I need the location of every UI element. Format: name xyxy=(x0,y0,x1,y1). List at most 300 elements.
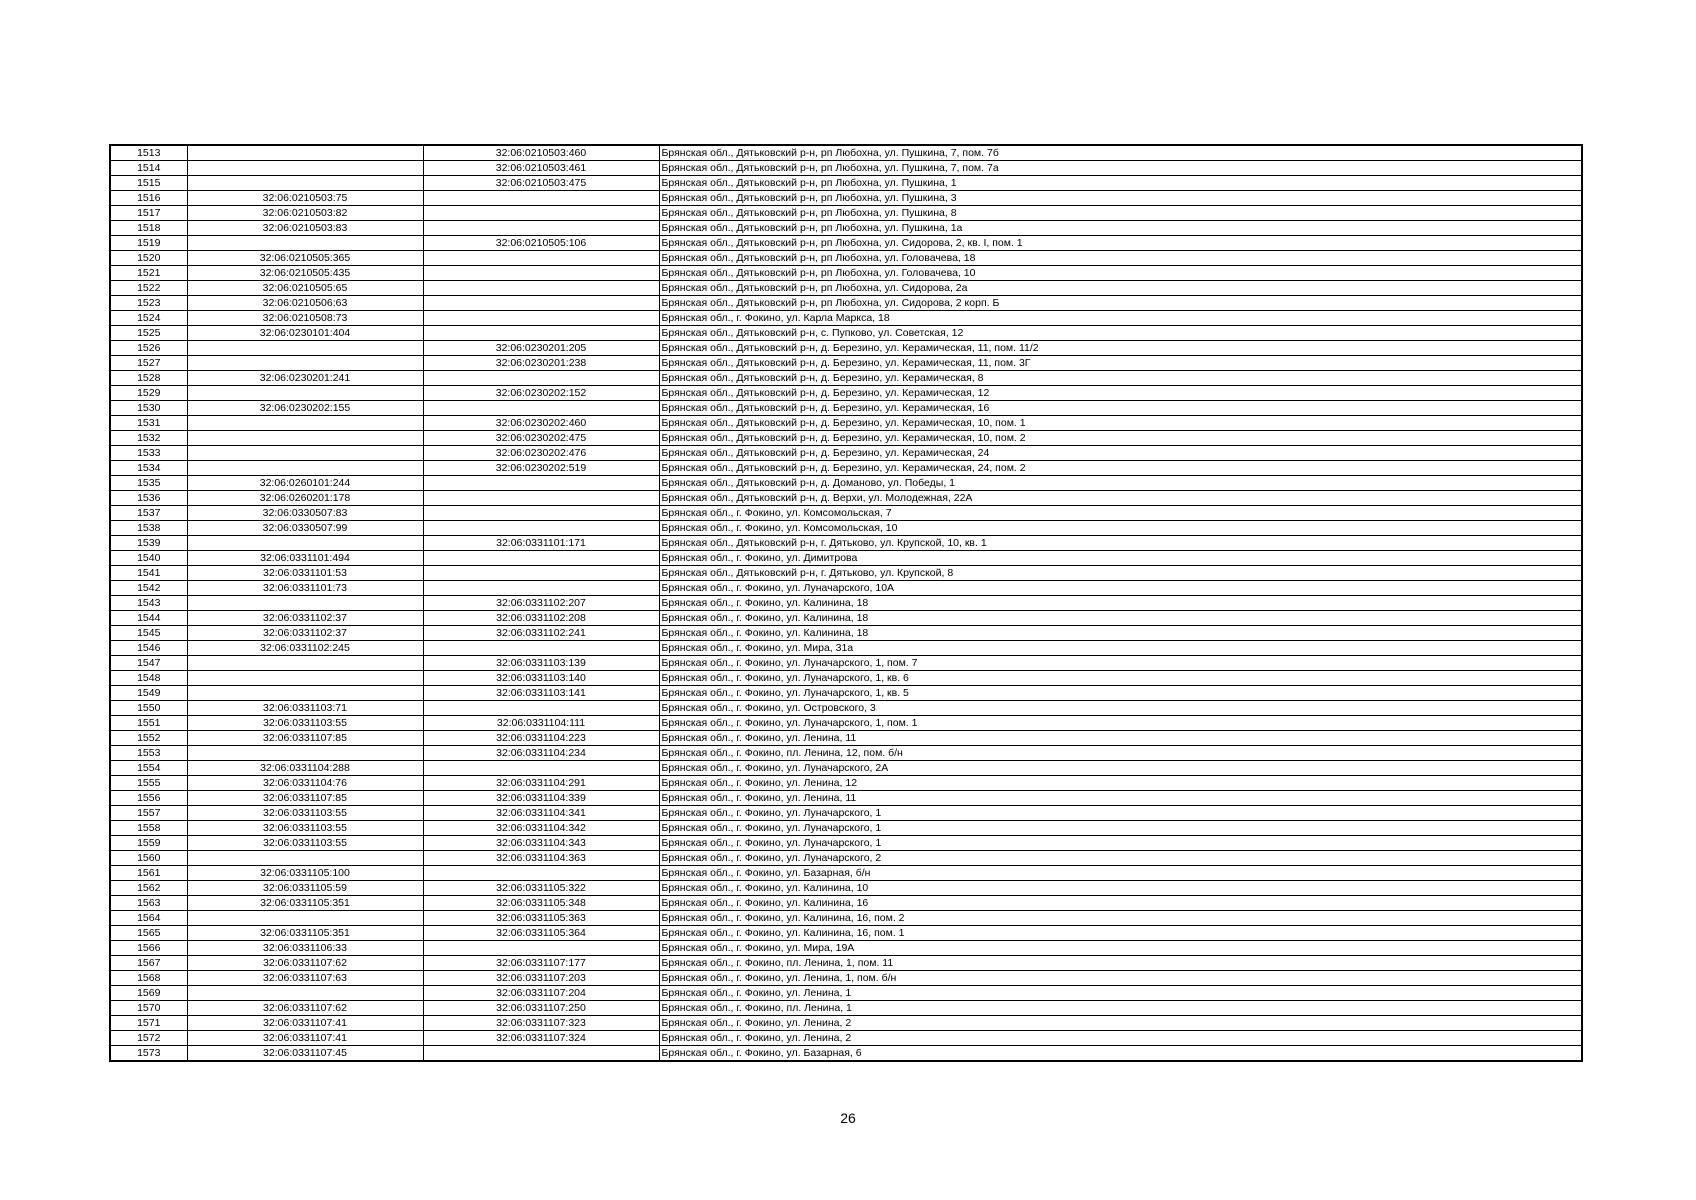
premises-cadastral-number-cell xyxy=(423,221,659,236)
building-cadastral-number-cell: 32:06:0331103:55 xyxy=(187,836,423,851)
row-number-cell: 1547 xyxy=(110,656,187,671)
building-cadastral-number-cell: 32:06:0210503:82 xyxy=(187,206,423,221)
address-cell: Брянская обл., г. Фокино, пл. Ленина, 12, пом. б/н xyxy=(659,746,1582,761)
row-number-cell: 1564 xyxy=(110,911,187,926)
building-cadastral-number-cell: 32:06:0230101:404 xyxy=(187,326,423,341)
address-cell: Брянская обл., Дятьковский р-н, д. Березино, ул. Керамическая, 12 xyxy=(659,386,1582,401)
address-cell: Брянская обл., г. Фокино, ул. Ленина, 1 xyxy=(659,986,1582,1001)
premises-cadastral-number-cell: 32:06:0210505:106 xyxy=(423,236,659,251)
table-row xyxy=(110,416,1582,431)
building-cadastral-number-cell xyxy=(187,446,423,461)
row-number-cell: 1522 xyxy=(110,281,187,296)
row-number-cell: 1572 xyxy=(110,1031,187,1046)
building-cadastral-number-cell: 32:06:0331107:41 xyxy=(187,1016,423,1031)
building-cadastral-number-cell xyxy=(187,341,423,356)
premises-cadastral-number-cell: 32:06:0230202:475 xyxy=(423,431,659,446)
address-cell: Брянская обл., г. Фокино, ул. Ленина, 12 xyxy=(659,776,1582,791)
table-row xyxy=(110,821,1582,836)
premises-cadastral-number-cell: 32:06:0230202:476 xyxy=(423,446,659,461)
row-number-cell: 1528 xyxy=(110,371,187,386)
table-row xyxy=(110,401,1582,416)
table-row xyxy=(110,371,1582,386)
row-number-cell: 1570 xyxy=(110,1001,187,1016)
building-cadastral-number-cell xyxy=(187,161,423,176)
premises-cadastral-number-cell: 32:06:0331104:343 xyxy=(423,836,659,851)
building-cadastral-number-cell: 32:06:0331103:55 xyxy=(187,806,423,821)
building-cadastral-number-cell: 32:06:0330507:99 xyxy=(187,521,423,536)
row-number-cell: 1553 xyxy=(110,746,187,761)
building-cadastral-number-cell: 32:06:0260101:244 xyxy=(187,476,423,491)
row-number-cell: 1567 xyxy=(110,956,187,971)
address-cell: Брянская обл., г. Фокино, ул. Мира, 31а xyxy=(659,641,1582,656)
premises-cadastral-number-cell xyxy=(423,506,659,521)
building-cadastral-number-cell xyxy=(187,746,423,761)
address-cell: Брянская обл., г. Фокино, ул. Луначарского, 1 xyxy=(659,821,1582,836)
table-row xyxy=(110,911,1582,926)
address-cell: Брянская обл., Дятьковский р-н, рп Любохна, ул. Пушкина, 8 xyxy=(659,206,1582,221)
building-cadastral-number-cell xyxy=(187,596,423,611)
row-number-cell: 1555 xyxy=(110,776,187,791)
premises-cadastral-number-cell: 32:06:0331104:342 xyxy=(423,821,659,836)
address-cell: Брянская обл., г. Фокино, ул. Луначарского, 2 xyxy=(659,851,1582,866)
premises-cadastral-number-cell: 32:06:0210503:475 xyxy=(423,176,659,191)
building-cadastral-number-cell: 32:06:0210508:73 xyxy=(187,311,423,326)
row-number-cell: 1543 xyxy=(110,596,187,611)
table-row xyxy=(110,836,1582,851)
premises-cadastral-number-cell xyxy=(423,701,659,716)
address-cell: Брянская обл., г. Фокино, ул. Ленина, 11 xyxy=(659,791,1582,806)
address-cell: Брянская обл., г. Фокино, ул. Димитрова xyxy=(659,551,1582,566)
table-row xyxy=(110,671,1582,686)
row-number-cell: 1524 xyxy=(110,311,187,326)
premises-cadastral-number-cell: 32:06:0331104:291 xyxy=(423,776,659,791)
premises-cadastral-number-cell xyxy=(423,491,659,506)
table-row xyxy=(110,731,1582,746)
row-number-cell: 1558 xyxy=(110,821,187,836)
address-cell: Брянская обл., Дятьковский р-н, д. Доманово, ул. Победы, 1 xyxy=(659,476,1582,491)
building-cadastral-number-cell xyxy=(187,656,423,671)
premises-cadastral-number-cell xyxy=(423,281,659,296)
address-cell: Брянская обл., г. Фокино, ул. Карла Маркса, 18 xyxy=(659,311,1582,326)
row-number-cell: 1549 xyxy=(110,686,187,701)
address-cell: Брянская обл., Дятьковский р-н, рп Любохна, ул. Сидорова, 2, кв. I, пом. 1 xyxy=(659,236,1582,251)
row-number-cell: 1542 xyxy=(110,581,187,596)
table-row xyxy=(110,1031,1582,1046)
row-number-cell: 1544 xyxy=(110,611,187,626)
premises-cadastral-number-cell: 32:06:0331104:363 xyxy=(423,851,659,866)
premises-cadastral-number-cell: 32:06:0331104:234 xyxy=(423,746,659,761)
table-row xyxy=(110,896,1582,911)
table-row xyxy=(110,326,1582,341)
table-row xyxy=(110,806,1582,821)
address-cell: Брянская обл., г. Фокино, ул. Ленина, 2 xyxy=(659,1016,1582,1031)
building-cadastral-number-cell xyxy=(187,431,423,446)
table-row xyxy=(110,941,1582,956)
table-row xyxy=(110,971,1582,986)
row-number-cell: 1527 xyxy=(110,356,187,371)
premises-cadastral-number-cell xyxy=(423,296,659,311)
address-cell: Брянская обл., г. Фокино, ул. Калинина, 16, пом. 2 xyxy=(659,911,1582,926)
premises-cadastral-number-cell xyxy=(423,521,659,536)
building-cadastral-number-cell: 32:06:0210503:75 xyxy=(187,191,423,206)
table-row xyxy=(110,161,1582,176)
row-number-cell: 1566 xyxy=(110,941,187,956)
page-number: 26 xyxy=(840,1110,856,1126)
address-cell: Брянская обл., г. Фокино, ул. Ленина, 1, пом. б/н xyxy=(659,971,1582,986)
table-row xyxy=(110,866,1582,881)
row-number-cell: 1565 xyxy=(110,926,187,941)
address-cell: Брянская обл., г. Фокино, ул. Луначарского, 1 xyxy=(659,806,1582,821)
row-number-cell: 1526 xyxy=(110,341,187,356)
premises-cadastral-number-cell xyxy=(423,476,659,491)
building-cadastral-number-cell: 32:06:0331107:62 xyxy=(187,956,423,971)
table-row xyxy=(110,281,1582,296)
row-number-cell: 1568 xyxy=(110,971,187,986)
address-cell: Брянская обл., г. Фокино, ул. Калинина, 18 xyxy=(659,611,1582,626)
premises-cadastral-number-cell: 32:06:0210503:461 xyxy=(423,161,659,176)
building-cadastral-number-cell: 32:06:0330507:83 xyxy=(187,506,423,521)
address-cell: Брянская обл., г. Фокино, ул. Луначарского, 1, кв. 5 xyxy=(659,686,1582,701)
row-number-cell: 1533 xyxy=(110,446,187,461)
address-cell: Брянская обл., г. Фокино, ул. Калинина, 16 xyxy=(659,896,1582,911)
building-cadastral-number-cell: 32:06:0331107:62 xyxy=(187,1001,423,1016)
address-cell: Брянская обл., Дятьковский р-н, г. Дятьково, ул. Крупской, 8 xyxy=(659,566,1582,581)
premises-cadastral-number-cell: 32:06:0230202:519 xyxy=(423,461,659,476)
row-number-cell: 1573 xyxy=(110,1046,187,1062)
row-number-cell: 1539 xyxy=(110,536,187,551)
table-row xyxy=(110,386,1582,401)
row-number-cell: 1516 xyxy=(110,191,187,206)
address-cell: Брянская обл., г. Фокино, ул. Луначарского, 1, пом. 7 xyxy=(659,656,1582,671)
address-cell: Брянская обл., Дятьковский р-н, рп Любохна, ул. Сидорова, 2а xyxy=(659,281,1582,296)
table-row xyxy=(110,176,1582,191)
address-cell: Брянская обл., Дятьковский р-н, д. Березино, ул. Керамическая, 10, пом. 1 xyxy=(659,416,1582,431)
premises-cadastral-number-cell: 32:06:0331107:177 xyxy=(423,956,659,971)
building-cadastral-number-cell xyxy=(187,461,423,476)
address-cell: Брянская обл., г. Фокино, ул. Островского, 3 xyxy=(659,701,1582,716)
address-cell: Брянская обл., г. Фокино, ул. Луначарского, 2А xyxy=(659,761,1582,776)
address-cell: Брянская обл., г. Фокино, ул. Калинина, 16, пом. 1 xyxy=(659,926,1582,941)
table-row xyxy=(110,251,1582,266)
building-cadastral-number-cell: 32:06:0331107:85 xyxy=(187,791,423,806)
address-cell: Брянская обл., Дятьковский р-н, рп Любохна, ул. Головачева, 18 xyxy=(659,251,1582,266)
building-cadastral-number-cell: 32:06:0210505:435 xyxy=(187,266,423,281)
premises-cadastral-number-cell: 32:06:0210503:460 xyxy=(423,145,659,161)
row-number-cell: 1538 xyxy=(110,521,187,536)
table-row xyxy=(110,491,1582,506)
building-cadastral-number-cell: 32:06:0331102:245 xyxy=(187,641,423,656)
premises-cadastral-number-cell: 32:06:0230201:238 xyxy=(423,356,659,371)
address-cell: Брянская обл., Дятьковский р-н, д. Верхи, ул. Молодежная, 22А xyxy=(659,491,1582,506)
premises-cadastral-number-cell: 32:06:0331102:241 xyxy=(423,626,659,641)
row-number-cell: 1541 xyxy=(110,566,187,581)
building-cadastral-number-cell: 32:06:0331103:71 xyxy=(187,701,423,716)
premises-cadastral-number-cell xyxy=(423,566,659,581)
address-cell: Брянская обл., Дятьковский р-н, с. Пупково, ул. Советская, 12 xyxy=(659,326,1582,341)
building-cadastral-number-cell: 32:06:0331105:100 xyxy=(187,866,423,881)
address-cell: Брянская обл., Дятьковский р-н, д. Березино, ул. Керамическая, 24, пом. 2 xyxy=(659,461,1582,476)
table-row xyxy=(110,581,1582,596)
address-cell: Брянская обл., Дятьковский р-н, д. Березино, ул. Керамическая, 11, пом. 11/2 xyxy=(659,341,1582,356)
table-row xyxy=(110,566,1582,581)
building-cadastral-number-cell xyxy=(187,851,423,866)
premises-cadastral-number-cell: 32:06:0331103:139 xyxy=(423,656,659,671)
premises-cadastral-number-cell: 32:06:0230201:205 xyxy=(423,341,659,356)
building-cadastral-number-cell: 32:06:0331101:73 xyxy=(187,581,423,596)
address-cell: Брянская обл., Дятьковский р-н, рп Любохна, ул. Сидорова, 2 корп. Б xyxy=(659,296,1582,311)
row-number-cell: 1518 xyxy=(110,221,187,236)
table-row xyxy=(110,266,1582,281)
row-number-cell: 1548 xyxy=(110,671,187,686)
row-number-cell: 1537 xyxy=(110,506,187,521)
row-number-cell: 1571 xyxy=(110,1016,187,1031)
building-cadastral-number-cell: 32:06:0331107:85 xyxy=(187,731,423,746)
address-cell: Брянская обл., Дятьковский р-н, д. Березино, ул. Керамическая, 16 xyxy=(659,401,1582,416)
premises-cadastral-number-cell: 32:06:0331107:250 xyxy=(423,1001,659,1016)
registry-table-body xyxy=(110,145,1582,1061)
building-cadastral-number-cell: 32:06:0331102:37 xyxy=(187,626,423,641)
row-number-cell: 1531 xyxy=(110,416,187,431)
building-cadastral-number-cell xyxy=(187,356,423,371)
premises-cadastral-number-cell: 32:06:0331103:140 xyxy=(423,671,659,686)
address-cell: Брянская обл., г. Фокино, пл. Ленина, 1, пом. 11 xyxy=(659,956,1582,971)
address-cell: Брянская обл., г. Фокино, ул. Луначарского, 1, кв. 6 xyxy=(659,671,1582,686)
premises-cadastral-number-cell xyxy=(423,761,659,776)
premises-cadastral-number-cell: 32:06:0331105:348 xyxy=(423,896,659,911)
premises-cadastral-number-cell xyxy=(423,371,659,386)
address-cell: Брянская обл., г. Фокино, ул. Базарная, 6 xyxy=(659,1046,1582,1062)
premises-cadastral-number-cell: 32:06:0331104:341 xyxy=(423,806,659,821)
address-cell: Брянская обл., Дятьковский р-н, г. Дятьково, ул. Крупской, 10, кв. 1 xyxy=(659,536,1582,551)
premises-cadastral-number-cell xyxy=(423,581,659,596)
address-cell: Брянская обл., г. Фокино, пл. Ленина, 1 xyxy=(659,1001,1582,1016)
table-row xyxy=(110,206,1582,221)
row-number-cell: 1569 xyxy=(110,986,187,1001)
premises-cadastral-number-cell: 32:06:0331102:207 xyxy=(423,596,659,611)
row-number-cell: 1521 xyxy=(110,266,187,281)
table-row xyxy=(110,686,1582,701)
premises-cadastral-number-cell: 32:06:0331101:171 xyxy=(423,536,659,551)
building-cadastral-number-cell: 32:06:0331101:494 xyxy=(187,551,423,566)
table-row xyxy=(110,431,1582,446)
address-cell: Брянская обл., Дятьковский р-н, рп Любохна, ул. Пушкина, 1а xyxy=(659,221,1582,236)
row-number-cell: 1540 xyxy=(110,551,187,566)
premises-cadastral-number-cell: 32:06:0331107:203 xyxy=(423,971,659,986)
building-cadastral-number-cell: 32:06:0210503:83 xyxy=(187,221,423,236)
table-row xyxy=(110,536,1582,551)
row-number-cell: 1532 xyxy=(110,431,187,446)
address-cell: Брянская обл., Дятьковский р-н, рп Любохна, ул. Пушкина, 3 xyxy=(659,191,1582,206)
row-number-cell: 1551 xyxy=(110,716,187,731)
building-cadastral-number-cell: 32:06:0210506:63 xyxy=(187,296,423,311)
building-cadastral-number-cell xyxy=(187,386,423,401)
row-number-cell: 1557 xyxy=(110,806,187,821)
table-row xyxy=(110,701,1582,716)
row-number-cell: 1563 xyxy=(110,896,187,911)
building-cadastral-number-cell xyxy=(187,671,423,686)
table-row xyxy=(110,851,1582,866)
row-number-cell: 1545 xyxy=(110,626,187,641)
row-number-cell: 1546 xyxy=(110,641,187,656)
premises-cadastral-number-cell: 32:06:0331107:324 xyxy=(423,1031,659,1046)
row-number-cell: 1561 xyxy=(110,866,187,881)
row-number-cell: 1525 xyxy=(110,326,187,341)
premises-cadastral-number-cell xyxy=(423,641,659,656)
premises-cadastral-number-cell xyxy=(423,266,659,281)
address-cell: Брянская обл., Дятьковский р-н, рп Любохна, ул. Головачева, 10 xyxy=(659,266,1582,281)
building-cadastral-number-cell xyxy=(187,911,423,926)
premises-cadastral-number-cell: 32:06:0331102:208 xyxy=(423,611,659,626)
building-cadastral-number-cell: 32:06:0230202:155 xyxy=(187,401,423,416)
building-cadastral-number-cell: 32:06:0331105:59 xyxy=(187,881,423,896)
table-row xyxy=(110,446,1582,461)
address-cell: Брянская обл., Дятьковский р-н, рп Любохна, ул. Пушкина, 7, пом. 7а xyxy=(659,161,1582,176)
table-row xyxy=(110,296,1582,311)
building-cadastral-number-cell: 32:06:0331104:76 xyxy=(187,776,423,791)
building-cadastral-number-cell: 32:06:0331105:351 xyxy=(187,926,423,941)
premises-cadastral-number-cell: 32:06:0331104:111 xyxy=(423,716,659,731)
address-cell: Брянская обл., г. Фокино, ул. Луначарского, 10А xyxy=(659,581,1582,596)
table-row xyxy=(110,356,1582,371)
row-number-cell: 1523 xyxy=(110,296,187,311)
premises-cadastral-number-cell xyxy=(423,401,659,416)
table-row xyxy=(110,716,1582,731)
row-number-cell: 1534 xyxy=(110,461,187,476)
premises-cadastral-number-cell: 32:06:0331105:364 xyxy=(423,926,659,941)
row-number-cell: 1535 xyxy=(110,476,187,491)
table-row xyxy=(110,761,1582,776)
table-row xyxy=(110,776,1582,791)
address-cell: Брянская обл., Дятьковский р-н, д. Березино, ул. Керамическая, 10, пом. 2 xyxy=(659,431,1582,446)
address-cell: Брянская обл., г. Фокино, ул. Комсомольская, 7 xyxy=(659,506,1582,521)
premises-cadastral-number-cell xyxy=(423,941,659,956)
row-number-cell: 1559 xyxy=(110,836,187,851)
registry-table xyxy=(109,144,1583,1062)
row-number-cell: 1556 xyxy=(110,791,187,806)
table-row xyxy=(110,521,1582,536)
building-cadastral-number-cell: 32:06:0210505:65 xyxy=(187,281,423,296)
address-cell: Брянская обл., Дятьковский р-н, рп Любохна, ул. Пушкина, 7, пом. 7б xyxy=(659,145,1582,161)
row-number-cell: 1517 xyxy=(110,206,187,221)
building-cadastral-number-cell: 32:06:0331107:41 xyxy=(187,1031,423,1046)
row-number-cell: 1552 xyxy=(110,731,187,746)
table-row xyxy=(110,1001,1582,1016)
building-cadastral-number-cell: 32:06:0331106:33 xyxy=(187,941,423,956)
premises-cadastral-number-cell: 32:06:0331103:141 xyxy=(423,686,659,701)
table-row xyxy=(110,476,1582,491)
row-number-cell: 1550 xyxy=(110,701,187,716)
table-row xyxy=(110,641,1582,656)
table-row xyxy=(110,221,1582,236)
building-cadastral-number-cell xyxy=(187,145,423,161)
table-row xyxy=(110,1046,1582,1062)
building-cadastral-number-cell xyxy=(187,686,423,701)
building-cadastral-number-cell: 32:06:0331101:53 xyxy=(187,566,423,581)
address-cell: Брянская обл., г. Фокино, ул. Ленина, 2 xyxy=(659,1031,1582,1046)
row-number-cell: 1515 xyxy=(110,176,187,191)
address-cell: Брянская обл., г. Фокино, ул. Калинина, 10 xyxy=(659,881,1582,896)
address-cell: Брянская обл., г. Фокино, ул. Луначарского, 1, пом. 1 xyxy=(659,716,1582,731)
table-row xyxy=(110,341,1582,356)
address-cell: Брянская обл., г. Фокино, ул. Калинина, 18 xyxy=(659,596,1582,611)
premises-cadastral-number-cell: 32:06:0230202:460 xyxy=(423,416,659,431)
address-cell: Брянская обл., г. Фокино, ул. Базарная, б/н xyxy=(659,866,1582,881)
premises-cadastral-number-cell xyxy=(423,551,659,566)
row-number-cell: 1520 xyxy=(110,251,187,266)
table-row xyxy=(110,626,1582,641)
table-row xyxy=(110,986,1582,1001)
table-row xyxy=(110,311,1582,326)
row-number-cell: 1529 xyxy=(110,386,187,401)
table-row xyxy=(110,145,1582,161)
building-cadastral-number-cell xyxy=(187,176,423,191)
table-row xyxy=(110,611,1582,626)
premises-cadastral-number-cell: 32:06:0230202:152 xyxy=(423,386,659,401)
table-row xyxy=(110,461,1582,476)
premises-cadastral-number-cell xyxy=(423,1046,659,1062)
table-row xyxy=(110,506,1582,521)
table-row xyxy=(110,1016,1582,1031)
table-row xyxy=(110,881,1582,896)
row-number-cell: 1560 xyxy=(110,851,187,866)
address-cell: Брянская обл., Дятьковский р-н, рп Любохна, ул. Пушкина, 1 xyxy=(659,176,1582,191)
row-number-cell: 1562 xyxy=(110,881,187,896)
premises-cadastral-number-cell: 32:06:0331104:223 xyxy=(423,731,659,746)
row-number-cell: 1519 xyxy=(110,236,187,251)
row-number-cell: 1530 xyxy=(110,401,187,416)
building-cadastral-number-cell: 32:06:0210505:365 xyxy=(187,251,423,266)
building-cadastral-number-cell: 32:06:0331103:55 xyxy=(187,716,423,731)
table-row xyxy=(110,236,1582,251)
premises-cadastral-number-cell xyxy=(423,311,659,326)
building-cadastral-number-cell: 32:06:0331103:55 xyxy=(187,821,423,836)
building-cadastral-number-cell: 32:06:0331105:351 xyxy=(187,896,423,911)
table-row xyxy=(110,926,1582,941)
building-cadastral-number-cell: 32:06:0331107:45 xyxy=(187,1046,423,1062)
premises-cadastral-number-cell: 32:06:0331107:323 xyxy=(423,1016,659,1031)
address-cell: Брянская обл., Дятьковский р-н, д. Березино, ул. Керамическая, 11, пом. 3Г xyxy=(659,356,1582,371)
building-cadastral-number-cell: 32:06:0331107:63 xyxy=(187,971,423,986)
building-cadastral-number-cell xyxy=(187,536,423,551)
row-number-cell: 1554 xyxy=(110,761,187,776)
premises-cadastral-number-cell: 32:06:0331107:204 xyxy=(423,986,659,1001)
table-row xyxy=(110,791,1582,806)
building-cadastral-number-cell xyxy=(187,986,423,1001)
address-cell: Брянская обл., г. Фокино, ул. Мира, 19А xyxy=(659,941,1582,956)
building-cadastral-number-cell xyxy=(187,236,423,251)
premises-cadastral-number-cell xyxy=(423,326,659,341)
table-row xyxy=(110,596,1582,611)
premises-cadastral-number-cell: 32:06:0331105:363 xyxy=(423,911,659,926)
address-cell: Брянская обл., г. Фокино, ул. Комсомольская, 10 xyxy=(659,521,1582,536)
table-row xyxy=(110,551,1582,566)
address-cell: Брянская обл., г. Фокино, ул. Ленина, 11 xyxy=(659,731,1582,746)
premises-cadastral-number-cell xyxy=(423,866,659,881)
address-cell: Брянская обл., Дятьковский р-н, д. Березино, ул. Керамическая, 24 xyxy=(659,446,1582,461)
table-row xyxy=(110,956,1582,971)
address-cell: Брянская обл., Дятьковский р-н, д. Березино, ул. Керамическая, 8 xyxy=(659,371,1582,386)
table-row xyxy=(110,656,1582,671)
building-cadastral-number-cell: 32:06:0260201:178 xyxy=(187,491,423,506)
building-cadastral-number-cell: 32:06:0331104:288 xyxy=(187,761,423,776)
table-row xyxy=(110,191,1582,206)
building-cadastral-number-cell: 32:06:0331102:37 xyxy=(187,611,423,626)
premises-cadastral-number-cell xyxy=(423,191,659,206)
row-number-cell: 1514 xyxy=(110,161,187,176)
address-cell: Брянская обл., г. Фокино, ул. Калинина, 18 xyxy=(659,626,1582,641)
row-number-cell: 1513 xyxy=(110,145,187,161)
address-cell: Брянская обл., г. Фокино, ул. Луначарского, 1 xyxy=(659,836,1582,851)
